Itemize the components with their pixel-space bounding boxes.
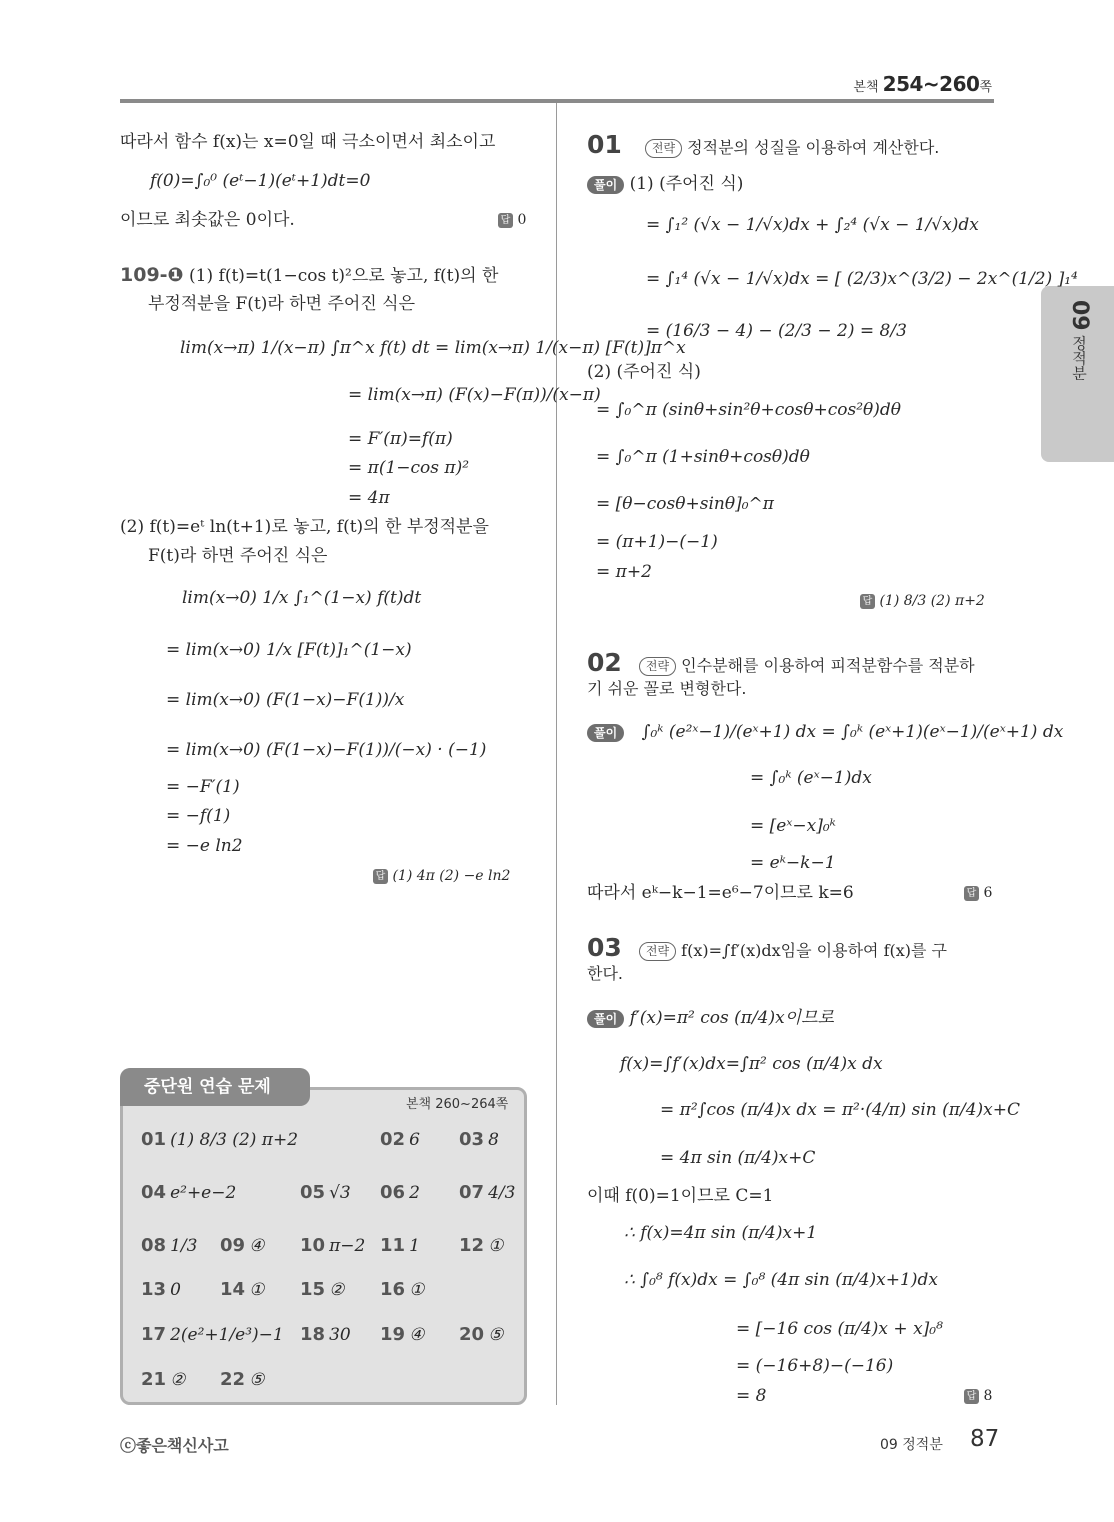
review-item: [459, 1324, 503, 1345]
answer-icon: 답: [373, 869, 388, 884]
problem-03-eq-7: ∴ ∫₀⁸ f(x)dx = ∫₀⁸ (4π sin (π/4)x+1)dx: [624, 1270, 938, 1290]
review-item-answer: ⑤: [488, 1325, 504, 1345]
answer-icon: 답: [964, 886, 979, 901]
review-item-answer: 30: [329, 1325, 351, 1345]
review-item: [300, 1235, 365, 1256]
strategy-badge: 전략: [639, 657, 676, 676]
answer-icon: 답: [964, 1389, 979, 1404]
problem-02-number: 02: [587, 648, 622, 677]
chapter-number: 09: [1067, 300, 1092, 331]
strategy-badge: 전략: [639, 942, 676, 961]
header-page-reference: [853, 72, 992, 96]
column-divider: [556, 103, 557, 1405]
problem-02-answer-value: 6: [983, 885, 993, 901]
problem-109-part2-eq-1: lim(x→0) 1/x ∫₁^(1−x) f(t)dt: [182, 588, 422, 608]
review-item: [141, 1235, 197, 1256]
problem-01-answer-value: (1) 8/3 (2) π+2: [879, 593, 985, 609]
review-item-number: 11: [380, 1235, 406, 1256]
problem-03-eq-8: = [−16 cos (π/4)x + x]₀⁸: [736, 1319, 943, 1339]
problem-109-eq-1: lim(x→π) 1/(x−π) ∫π^x f(t) dt = lim(x→π) 1/(x−π) [F(t)]π^x: [180, 338, 686, 358]
problem-02-eq-1: ∫₀ᵏ (e²ˣ−1)/(eˣ+1) dx = ∫₀ᵏ (eˣ+1)(eˣ−1)/(eˣ+1) dx: [641, 722, 1064, 742]
review-item: [141, 1129, 298, 1150]
review-item-number: 09: [220, 1235, 246, 1256]
problem-03-sol-line-1: [587, 1007, 834, 1029]
review-item-number: 12: [459, 1235, 485, 1256]
problem-109-answer: [373, 865, 510, 887]
header-prefix: 본책: [853, 80, 879, 95]
review-item: [380, 1129, 420, 1150]
problem-02-sol-line-1: [587, 721, 1063, 743]
problem-02-answer: [964, 882, 992, 904]
review-item-number: 15: [300, 1279, 326, 1300]
review-item-answer: π−2: [329, 1236, 366, 1256]
review-item-number: 16: [380, 1279, 406, 1300]
problem-03-number: 03: [587, 933, 622, 962]
problem-01-header: [587, 130, 939, 159]
answer-icon: 답: [860, 594, 875, 609]
review-item-answer: ①: [249, 1280, 265, 1300]
review-item-answer: ②: [170, 1370, 186, 1390]
review-item: [300, 1279, 344, 1300]
chapter-side-tab[interactable]: [1041, 286, 1114, 462]
solution-badge: 풀이: [587, 724, 624, 742]
problem-109-eq-3: = F′(π)=f(π): [348, 429, 453, 449]
problem-109-eq-2: = lim(x→π) (F(x)−F(π))/(x−π): [348, 385, 601, 405]
review-item-number: 19: [380, 1324, 406, 1345]
problem-109-part2-line-1: (2) f(t)=eᵗ ln(t+1)로 놓고, f(t)의 한 부정적분을: [120, 517, 489, 537]
review-item: [220, 1279, 264, 1300]
problem-01-eq-7: = (π+1)−(−1): [596, 532, 718, 552]
solution-badge: 풀이: [587, 1010, 624, 1028]
problem-01-sol-line-2: (2) (주어진 식): [587, 362, 701, 382]
problem-01-eq-3: = (16/3 − 4) − (2/3 − 2) = 8/3: [646, 321, 907, 341]
review-item-answer: ④: [409, 1325, 425, 1345]
header-pages: 254~260: [882, 72, 980, 96]
review-item-number: 21: [141, 1369, 167, 1390]
chapter-title: 정적분: [1070, 335, 1088, 381]
problem-109-eq-5: = 4π: [348, 488, 390, 508]
review-item: [141, 1182, 236, 1203]
problem-109-part2-eq-2: = lim(x→0) 1/x [F(t)]₁^(1−x): [166, 640, 412, 660]
strategy-badge: 전략: [645, 139, 682, 158]
problem-02-conclusion: 따라서 eᵏ−k−1=e⁶−7이므로 k=6: [587, 883, 854, 903]
review-item-number: 06: [380, 1182, 406, 1203]
review-item-number: 03: [459, 1129, 485, 1150]
review-item: [380, 1324, 424, 1345]
review-item-number: 20: [459, 1324, 485, 1345]
problem-109-line-1: [120, 264, 498, 287]
problem-03-answer-value: 8: [983, 1388, 993, 1404]
header-suffix: 쪽: [979, 80, 992, 95]
review-item: [459, 1182, 515, 1203]
answer-icon: 답: [498, 213, 513, 228]
review-item-answer: 6: [409, 1130, 420, 1150]
problem-03-eq-2: f(x)=∫f′(x)dx=∫π² cos (π/4)x dx: [620, 1054, 883, 1074]
problem-01-strategy: 정적분의 성질을 이용하여 계산한다.: [687, 138, 940, 157]
review-item: [459, 1235, 503, 1256]
problem-109-line-2: 부정적분을 F(t)라 하면 주어진 식은: [148, 294, 415, 314]
problem-01-answer: [860, 590, 985, 612]
problem-01-number: 01: [587, 130, 622, 159]
review-page-reference: 본책 260~264쪽: [406, 1097, 509, 1112]
problem-109-part2-eq-5: = −F′(1): [166, 777, 240, 797]
problem-109-part2-eq-7: = −e ln2: [166, 836, 243, 856]
solution-badge: 풀이: [587, 176, 624, 194]
review-item: [459, 1129, 499, 1150]
left-intro-line-1: 따라서 함수 f(x)는 x=0일 때 극소이면서 최소이고: [120, 132, 496, 152]
footer-section: 09 정적분: [880, 1437, 943, 1453]
review-item: [141, 1369, 185, 1390]
review-item: [380, 1279, 424, 1300]
review-item: [141, 1324, 284, 1345]
review-item-number: 14: [220, 1279, 246, 1300]
review-item-answer: 2(e²+1/e³)−1: [170, 1325, 284, 1345]
problem-03-eq-4: = 4π sin (π/4)x+C: [660, 1148, 816, 1168]
review-item: [300, 1324, 351, 1345]
review-item: [141, 1279, 181, 1300]
review-item-answer: e²+e−2: [170, 1183, 237, 1203]
problem-03-strategy-2: 한다.: [587, 964, 623, 983]
left-intro-line-2: f(0)=∫₀⁰ (eᵗ−1)(eᵗ+1)dt=0: [150, 171, 371, 191]
publisher-logo: ⓒ좋은책신사고: [120, 1436, 229, 1455]
review-item-number: 02: [380, 1129, 406, 1150]
problem-01-eq-4: = ∫₀^π (sinθ+sin²θ+cosθ+cos²θ)dθ: [596, 400, 902, 420]
intro-answer-value: 0: [517, 212, 527, 228]
problem-01-sol-line-1: [587, 173, 743, 195]
problem-02-eq-2: = ∫₀ᵏ (eˣ−1)dx: [750, 768, 872, 788]
problem-03-eq-6: ∴ f(x)=4π sin (π/4)x+1: [624, 1223, 818, 1243]
review-item: [380, 1182, 420, 1203]
problem-03-strategy-1: f(x)=∫f′(x)dx임을 이용하여 f(x)를 구: [681, 941, 948, 960]
review-item-number: 10: [300, 1235, 326, 1256]
review-item-number: 08: [141, 1235, 167, 1256]
problem-02-header: [587, 648, 975, 677]
problem-109-text-1: (1) f(t)=t(1−cos t)²으로 놓고, f(t)의 한: [189, 266, 499, 286]
problem-02-eq-4: = eᵏ−k−1: [750, 853, 836, 873]
review-item-answer: ①: [409, 1280, 425, 1300]
problem-03-eq-5: 이때 f(0)=1이므로 C=1: [587, 1186, 774, 1206]
review-item-answer: √3: [329, 1183, 351, 1203]
review-item-number: 05: [300, 1182, 326, 1203]
problem-109-answer-value: (1) 4π (2) −e ln2: [392, 868, 511, 884]
review-item-answer: 0: [170, 1280, 181, 1300]
problem-109-part2-eq-3: = lim(x→0) (F(1−x)−F(1))/x: [166, 690, 405, 710]
problem-109-part2-eq-4: = lim(x→0) (F(1−x)−F(1))/(−x) · (−1): [166, 740, 487, 760]
problem-01-eq-5: = ∫₀^π (1+sinθ+cosθ)dθ: [596, 447, 810, 467]
problem-01-sol-text-1: (1) (주어진 식): [629, 174, 744, 194]
problem-03-eq-10: = 8: [736, 1386, 767, 1406]
review-item: [220, 1235, 264, 1256]
problem-03-answer: [964, 1385, 992, 1407]
problem-01-eq-6: = [θ−cosθ+sinθ]₀^π: [596, 494, 774, 514]
problem-01-eq-8: = π+2: [596, 562, 652, 582]
top-rule: [120, 99, 994, 103]
review-item-number: 04: [141, 1182, 167, 1203]
review-item-number: 13: [141, 1279, 167, 1300]
review-item-answer: 8: [488, 1130, 499, 1150]
problem-03-eq-1: f′(x)=π² cos (π/4)x이므로: [629, 1008, 834, 1028]
review-item-answer: 1: [409, 1236, 420, 1256]
review-item-number: 17: [141, 1324, 167, 1345]
review-item-number: 07: [459, 1182, 485, 1203]
review-item-answer: ⑤: [249, 1370, 265, 1390]
review-item-number: 01: [141, 1129, 167, 1150]
review-item: [380, 1235, 420, 1256]
problem-109-eq-4: = π(1−cos π)²: [348, 458, 470, 478]
review-item-number: 22: [220, 1369, 246, 1390]
problem-01-eq-2: = ∫₁⁴ (√x − 1/√x)dx = [ (2/3)x^(3/2) − 2x^(1/2) ]₁⁴: [646, 269, 1078, 289]
problem-109-number: 109-❶: [120, 264, 184, 286]
page-number: 87: [970, 1426, 1000, 1452]
review-item-answer: (1) 8/3 (2) π+2: [170, 1130, 299, 1150]
review-item: [220, 1369, 264, 1390]
review-title: 중단원 연습 문제: [120, 1068, 310, 1106]
review-item-answer: ①: [488, 1236, 504, 1256]
left-intro-line-3: 이므로 최솟값은 0이다.: [120, 210, 295, 230]
review-item-number: 18: [300, 1324, 326, 1345]
review-item-answer: 4/3: [488, 1183, 516, 1203]
review-item-answer: 2: [409, 1183, 420, 1203]
problem-03-header: [587, 933, 947, 962]
problem-02-strategy-1: 인수분해를 이용하여 피적분함수를 적분하: [681, 656, 975, 675]
problem-109-part2-eq-6: = −f(1): [166, 806, 231, 826]
problem-109-part2-line-2: F(t)라 하면 주어진 식은: [148, 546, 328, 566]
intro-answer: [498, 209, 526, 231]
problem-03-eq-9: = (−16+8)−(−16): [736, 1356, 894, 1376]
problem-03-eq-3: = π²∫cos (π/4)x dx = π²·(4/π) sin (π/4)x+C: [660, 1100, 1020, 1120]
problem-01-eq-1: = ∫₁² (√x − 1/√x)dx + ∫₂⁴ (√x − 1/√x)dx: [646, 215, 979, 235]
problem-02-eq-3: = [eˣ−x]₀ᵏ: [750, 816, 836, 836]
review-item-answer: ④: [249, 1236, 265, 1256]
problem-02-strategy-2: 기 쉬운 꼴로 변형한다.: [587, 679, 747, 698]
review-item: [300, 1182, 351, 1203]
review-item-answer: ②: [329, 1280, 345, 1300]
review-item-answer: 1/3: [170, 1236, 198, 1256]
